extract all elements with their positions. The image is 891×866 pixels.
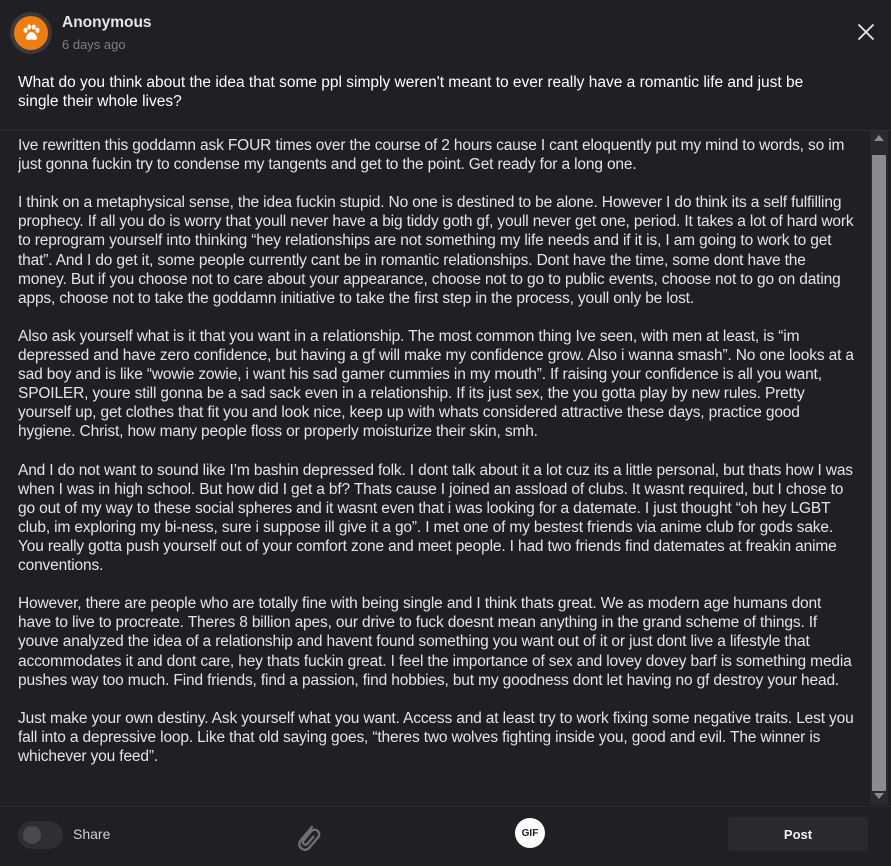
scroll-up-arrow-icon[interactable] (874, 135, 884, 141)
scrollbar-thumb[interactable] (872, 155, 886, 791)
answer-paragraph: Just make your own destiny. Ask yourself what you want. Access and at least try to work fixing some negative traits. Lest you fall into a depressive loop. Like that old saying goes, “theres two wolves fighting inside you, good and evil. The winner is whichever you feed”. (18, 709, 854, 765)
scroll-down-arrow-icon[interactable] (874, 793, 884, 799)
avatar-badge (14, 16, 48, 50)
scrollbar[interactable] (870, 131, 888, 805)
post-button[interactable]: Post (728, 817, 868, 851)
paperclip-icon (291, 819, 323, 855)
answer-textarea[interactable] (0, 130, 891, 806)
gif-button[interactable]: GIF (515, 818, 545, 848)
close-icon (857, 23, 875, 41)
close-button[interactable] (850, 16, 882, 48)
answer-paragraph: Ive rewritten this goddamn ask FOUR times over the course of 2 hours cause I cant eloquently put my mind to words, so im just gonna fuckin try to condense my tangents and get to the point. Get ready for a long one. (18, 137, 845, 174)
author-name[interactable]: Anonymous (62, 14, 152, 31)
header (0, 0, 891, 66)
footer (0, 806, 891, 866)
paw-icon (20, 22, 42, 44)
toggle-knob (23, 826, 41, 844)
answer-paragraph: However, there are people who are totally fine with being single and I think thats great. We as modern age humans dont have to live to procreate. Theres 8 billion apes, our drive to fuck doesnt mean anything in the grand scheme of things. If youve analyzed the idea of a relationship and havent found something you want out of it or just dont live a lifestyle that accommodates it and dont care, hey thats fuckin great. I feel the importance of sex and lovey dovey barf is something media pushes way too much. Find friends, find a passion, find hobbies, but my goodness dont let having no gf destroy your head. (18, 595, 852, 689)
avatar[interactable] (10, 12, 52, 54)
answer-paragraph: I think on a metaphysical sense, the idea fuckin stupid. No one is destined to be alone. However I do think its a self fulfilling prophecy. If all you do is worry that youll never have a big tiddy goth gf, youll never get one, period. It takes a lot of hard work to reprogram yourself into thinking “hey relationships are not something my life needs and if it is, I am going to work to get that”. And I do get it, some people currently cant be in romantic relationships. Dont have the time, some dont have the money. But if you choose not to care about your appearance, choose not to go to public events, choose not to go on dating apps, choose not to take the goddamn initiative to take the first step in the process, youll only be lost. (18, 194, 854, 307)
question-text: What do you think about the idea that some ppl simply weren't meant to ever really have a romantic life and just be single their whole lives? (18, 74, 804, 110)
timestamp: 6 days ago (62, 37, 126, 52)
answer-paragraph: Also ask yourself what is it that you want in a relationship. The most common thing Ive seen, with men at least, is “im depressed and have zero confidence, but having a gf will make my confidence grow. Also i wanna smash”. No one looks at a sad boy and is like “wowie zowie, i want his sad gamer cummies in my mouth”. If raising your confidence is all you want, SPOILER, youre still gonna be a sad sack even in a relationship. If its just sex, the you gotta play by new rules. Pretty yourself up, get clothes that fit you and look nice, keep up with whats considered attractive these days, practice good hygiene. Christ, how many people floss or properly moisturize their skin, smh. (18, 327, 854, 441)
share-toggle[interactable] (18, 821, 63, 849)
answer-paragraph: And I do not want to sound like I’m bashin depressed folk. I dont talk about it a lot cuz its a little personal, but thats how I was when I was in high school. But how did I get a bf? Thats cause I joined an assload of clubs. It wasnt required, but I chose to go out of my way to these social spheres and it wasnt even that i was looking for a datemate. I just thought “oh hey LGBT club, im exploring my bi-ness, sure i suppose ill give it a go”. I met one of my bestest friends via anime club for gods sake. You really gotta push yourself out of your comfort zone and meet people. I had two friends find datemates at freakin anime conventions. (18, 461, 853, 575)
attach-button[interactable] (291, 819, 323, 855)
share-label: Share (73, 826, 111, 842)
answer-text[interactable] (18, 136, 858, 804)
